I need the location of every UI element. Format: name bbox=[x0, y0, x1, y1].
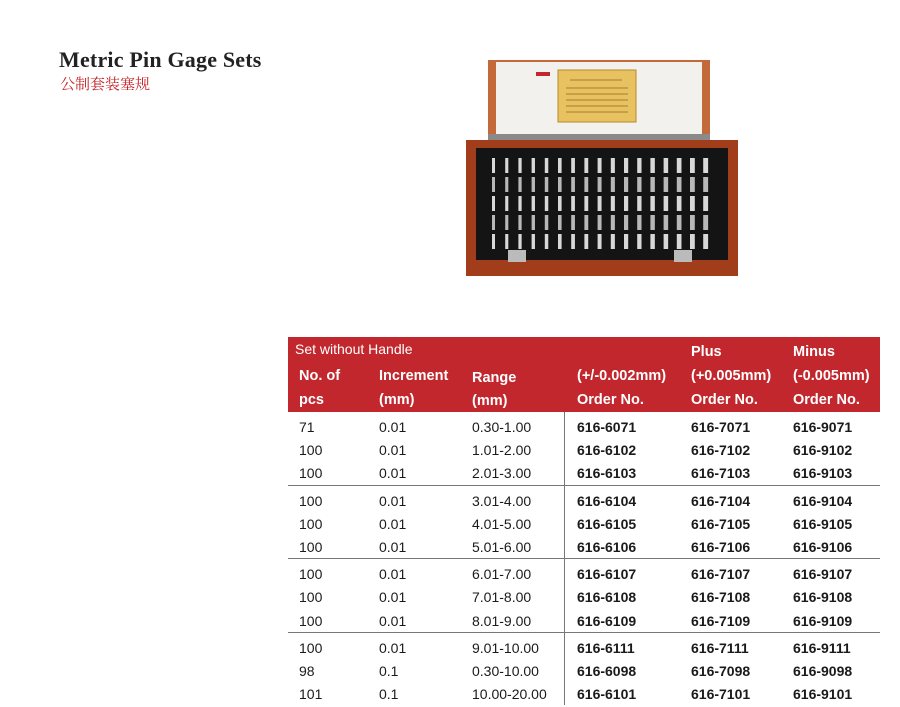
cell-plus: 616-7101 bbox=[691, 686, 751, 703]
cell-minus: 616-9109 bbox=[793, 612, 853, 629]
cell-plus: 616-7071 bbox=[691, 419, 751, 435]
col-range-line2: (mm) bbox=[472, 393, 508, 409]
cell-minus: 616-9102 bbox=[793, 442, 853, 459]
cell-range: 0.30-10.00 bbox=[472, 662, 539, 679]
cell-minus: 616-9104 bbox=[793, 492, 853, 509]
table-row bbox=[288, 461, 880, 484]
cell-standard: 616-6103 bbox=[577, 465, 637, 482]
col-plus-line1: Plus bbox=[691, 344, 722, 360]
table-body bbox=[288, 412, 880, 705]
row-group bbox=[288, 633, 880, 706]
cell-pcs: 100 bbox=[299, 566, 323, 583]
cell-standard: 616-6102 bbox=[577, 442, 637, 459]
cell-range: 8.01-9.00 bbox=[472, 612, 532, 629]
table-row bbox=[288, 609, 880, 632]
cell-standard: 616-6107 bbox=[577, 566, 637, 583]
row-group bbox=[288, 559, 880, 632]
col-increment-line2: (mm) bbox=[379, 392, 415, 408]
cell-minus: 616-9106 bbox=[793, 538, 853, 555]
row-group bbox=[288, 412, 880, 485]
cell-plus: 616-7111 bbox=[691, 639, 749, 656]
cell-plus: 616-7103 bbox=[691, 465, 751, 482]
table-row bbox=[288, 682, 880, 705]
table-row bbox=[288, 535, 880, 558]
cell-increment: 0.01 bbox=[379, 538, 407, 555]
table-row bbox=[288, 438, 880, 461]
cell-range: 9.01-10.00 bbox=[472, 639, 539, 656]
row-group bbox=[288, 486, 880, 559]
cell-pcs: 100 bbox=[299, 492, 323, 509]
col-minus-line1: Minus bbox=[793, 344, 835, 360]
table-row bbox=[288, 659, 880, 682]
cell-minus: 616-9107 bbox=[793, 566, 853, 583]
cell-increment: 0.01 bbox=[379, 492, 407, 509]
cell-plus: 616-7108 bbox=[691, 589, 751, 606]
cell-standard: 616-6108 bbox=[577, 589, 637, 606]
cell-pcs: 100 bbox=[299, 442, 323, 459]
cell-minus: 616-9071 bbox=[793, 419, 853, 435]
cell-plus: 616-7102 bbox=[691, 442, 751, 459]
table-header bbox=[288, 337, 880, 412]
cell-standard: 616-6109 bbox=[577, 612, 637, 629]
cell-pcs: 100 bbox=[299, 538, 323, 555]
cell-minus: 616-9105 bbox=[793, 515, 853, 532]
cell-range: 4.01-5.00 bbox=[472, 515, 532, 532]
cell-range: 7.01-8.00 bbox=[472, 589, 532, 606]
cell-plus: 616-7107 bbox=[691, 566, 751, 583]
table-row bbox=[288, 636, 880, 659]
pin-gage-table bbox=[288, 337, 880, 705]
col-increment-line1: Increment bbox=[379, 368, 449, 384]
cell-standard: 616-6104 bbox=[577, 492, 637, 509]
table-row bbox=[288, 512, 880, 535]
cell-range: 0.30-1.00 bbox=[472, 419, 532, 435]
table-row bbox=[288, 489, 880, 512]
cell-increment: 0.1 bbox=[379, 662, 399, 679]
page-title: Metric Pin Gage Sets bbox=[59, 47, 262, 72]
cell-plus: 616-7104 bbox=[691, 492, 751, 509]
table-row bbox=[288, 415, 880, 438]
col-standard-line2: Order No. bbox=[577, 392, 644, 408]
cell-pcs: 98 bbox=[299, 662, 315, 679]
cell-increment: 0.01 bbox=[379, 515, 407, 532]
cell-minus: 616-9101 bbox=[793, 686, 853, 703]
cell-plus: 616-7109 bbox=[691, 612, 751, 629]
col-minus-line3: Order No. bbox=[793, 392, 860, 408]
cell-increment: 0.1 bbox=[379, 686, 399, 703]
cell-range: 6.01-7.00 bbox=[472, 566, 532, 583]
col-pcs-line1: No. of bbox=[299, 368, 341, 384]
cell-standard: 616-6106 bbox=[577, 538, 637, 555]
cell-plus: 616-7098 bbox=[691, 662, 751, 679]
cell-minus: 616-9103 bbox=[793, 465, 853, 482]
cell-range: 10.00-20.00 bbox=[472, 686, 547, 703]
col-pcs-line2: pcs bbox=[299, 392, 324, 408]
cell-pcs: 71 bbox=[299, 419, 315, 435]
cell-increment: 0.01 bbox=[379, 465, 407, 482]
cell-range: 1.01-2.00 bbox=[472, 442, 532, 459]
cell-standard: 616-6111 bbox=[577, 639, 635, 656]
table-row bbox=[288, 585, 880, 608]
pin-gage-case-image bbox=[462, 58, 742, 278]
cell-range: 3.01-4.00 bbox=[472, 492, 532, 509]
cell-plus: 616-7105 bbox=[691, 515, 751, 532]
cell-minus: 616-9108 bbox=[793, 589, 853, 606]
cell-range: 2.01-3.00 bbox=[472, 465, 532, 482]
cell-pcs: 100 bbox=[299, 589, 323, 606]
cell-standard: 616-6071 bbox=[577, 419, 637, 435]
col-minus-line2: (-0.005mm) bbox=[793, 368, 870, 384]
cell-standard: 616-6105 bbox=[577, 515, 637, 532]
cell-minus: 616-9098 bbox=[793, 662, 853, 679]
cell-range: 5.01-6.00 bbox=[472, 538, 532, 555]
cell-pcs: 100 bbox=[299, 639, 323, 656]
cell-standard: 616-6101 bbox=[577, 686, 637, 703]
cell-increment: 0.01 bbox=[379, 419, 407, 435]
table-row bbox=[288, 562, 880, 585]
cell-increment: 0.01 bbox=[379, 442, 407, 459]
cell-increment: 0.01 bbox=[379, 639, 407, 656]
cell-plus: 616-7106 bbox=[691, 538, 751, 555]
col-range-line1: Range bbox=[472, 370, 517, 386]
set-without-handle-label: Set without Handle bbox=[295, 341, 413, 357]
cell-increment: 0.01 bbox=[379, 612, 407, 629]
col-plus-line2: (+0.005mm) bbox=[691, 368, 772, 384]
cell-pcs: 100 bbox=[299, 465, 323, 482]
page-subtitle: 公制套装塞规 bbox=[60, 75, 151, 93]
cell-increment: 0.01 bbox=[379, 566, 407, 583]
cell-pcs: 100 bbox=[299, 515, 323, 532]
cell-pcs: 101 bbox=[299, 686, 323, 703]
cell-increment: 0.01 bbox=[379, 589, 407, 606]
col-plus-line3: Order No. bbox=[691, 392, 758, 408]
cell-pcs: 100 bbox=[299, 612, 323, 629]
cell-minus: 616-9111 bbox=[793, 639, 851, 656]
col-standard-line1: (+/-0.002mm) bbox=[577, 368, 667, 384]
cell-standard: 616-6098 bbox=[577, 662, 637, 679]
column-divider bbox=[564, 412, 565, 705]
